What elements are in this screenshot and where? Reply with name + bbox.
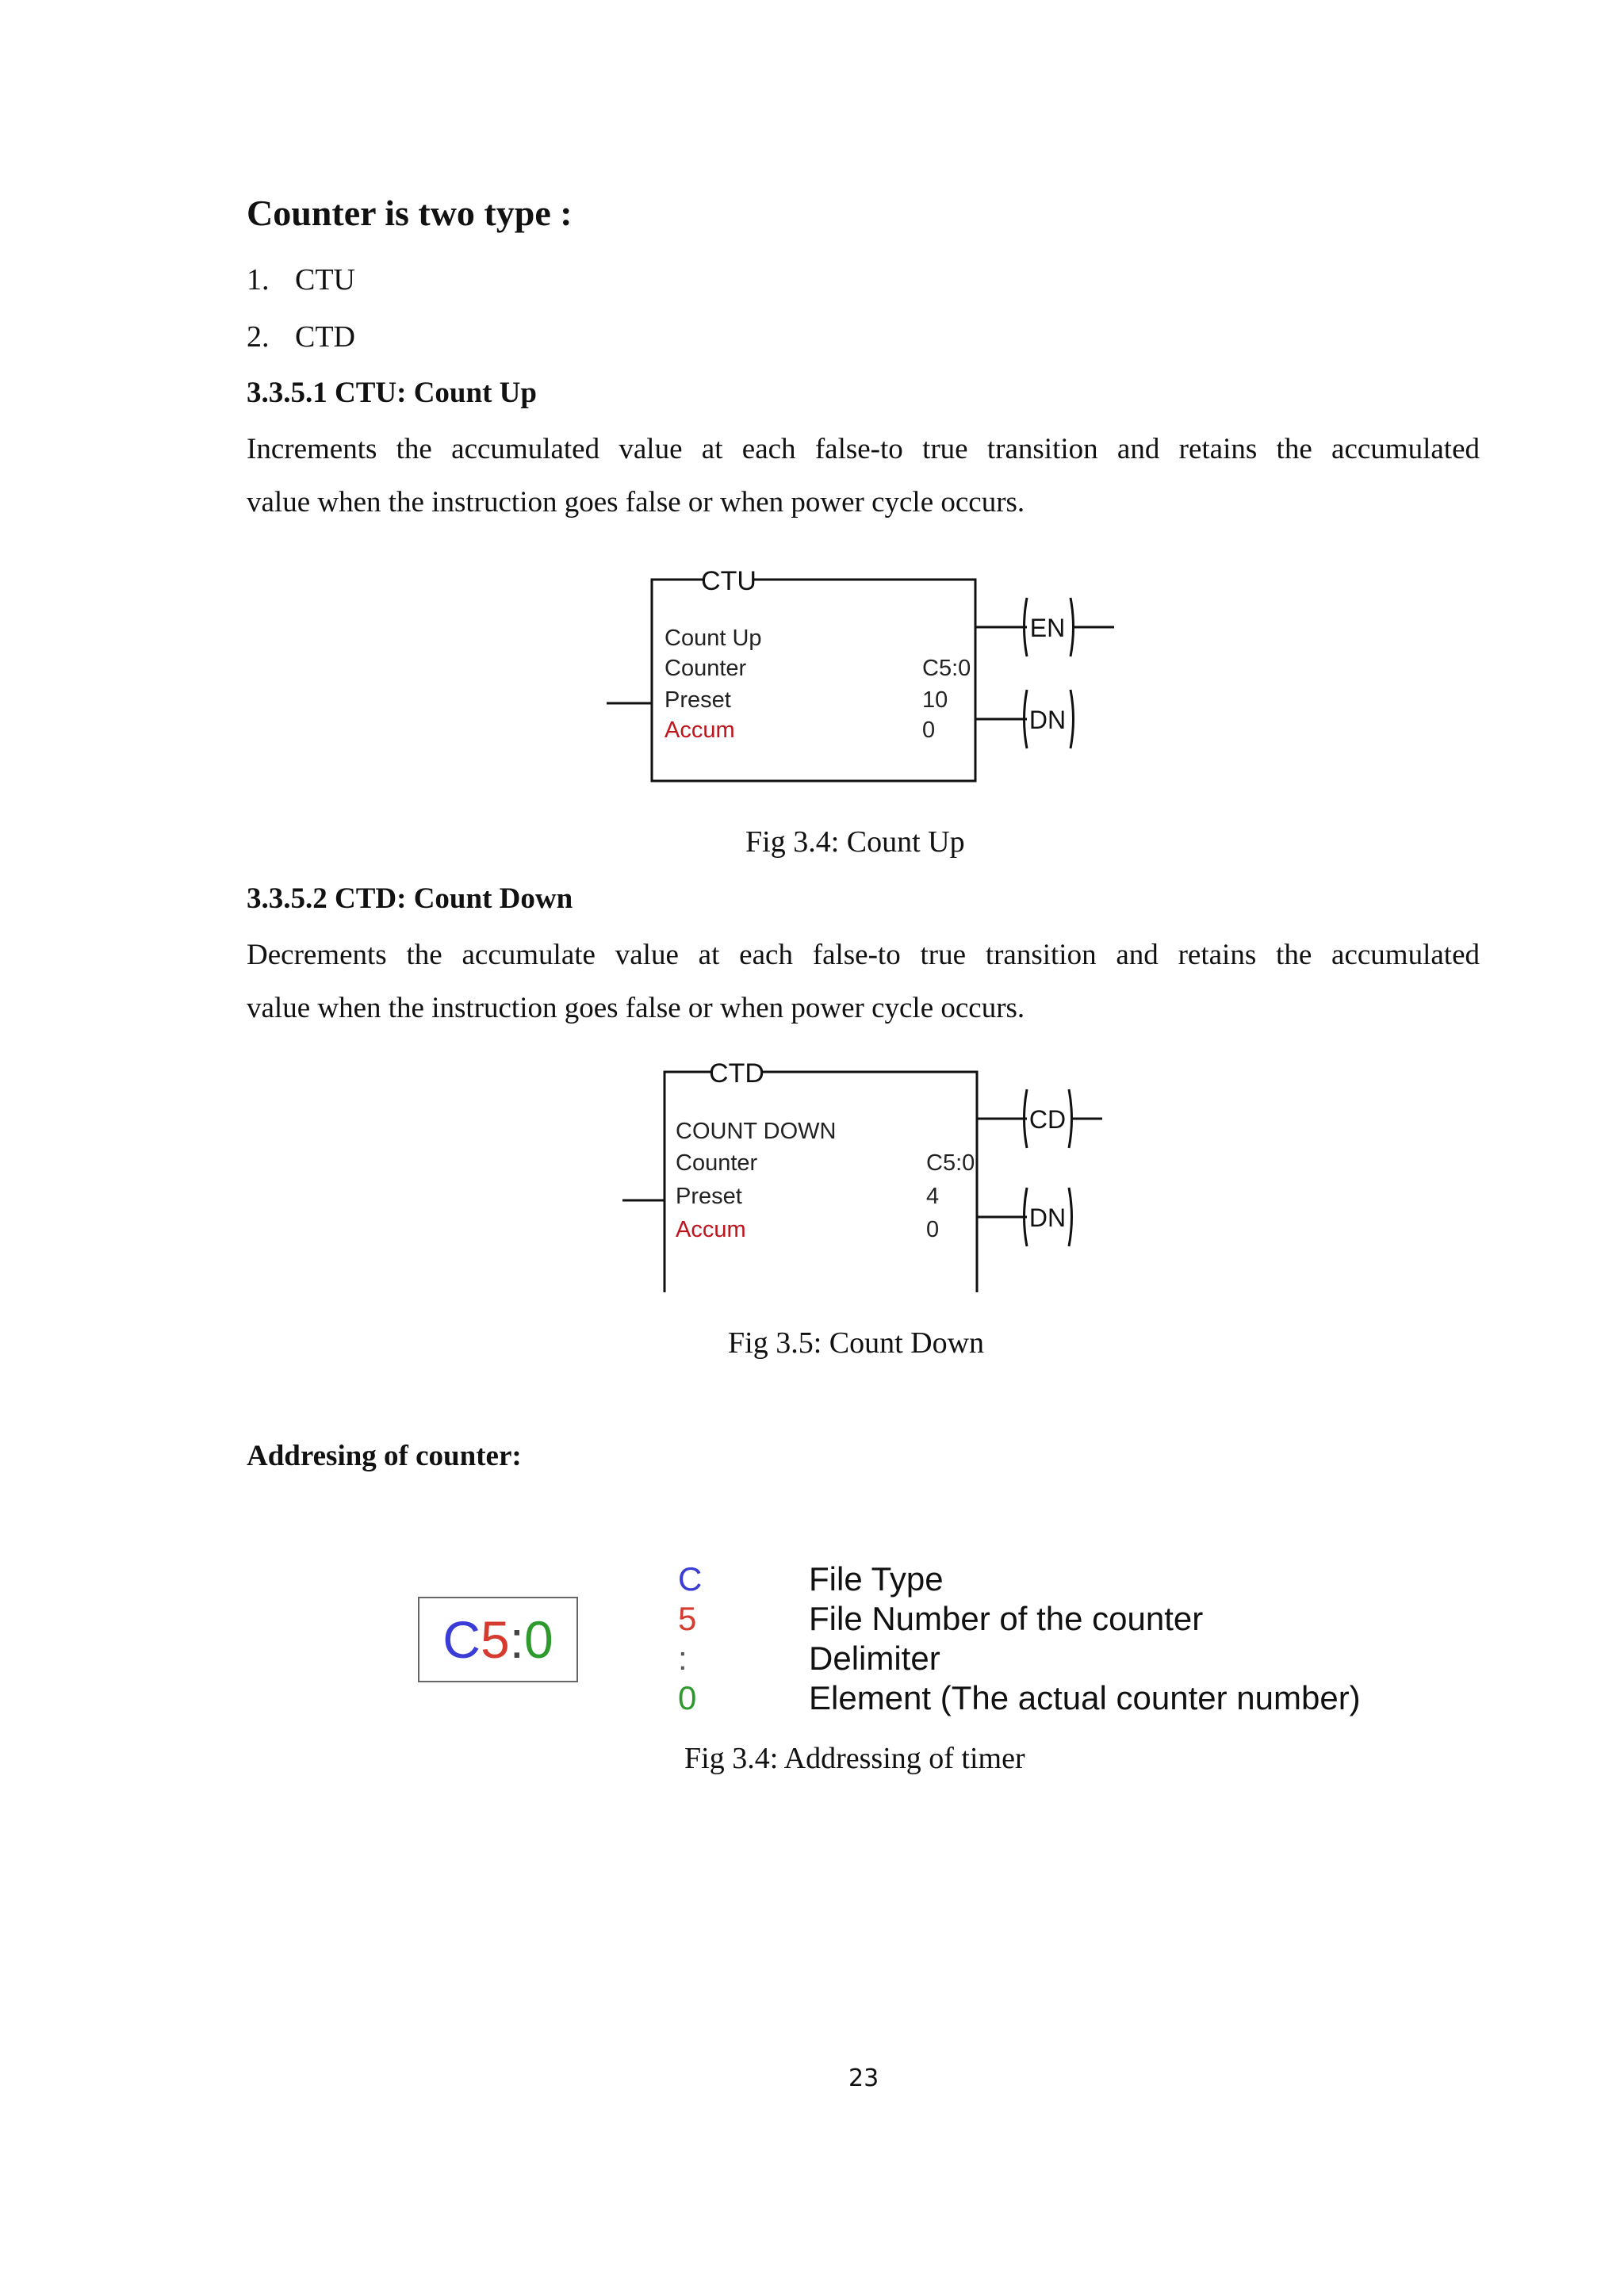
- section-heading: Counter is two type :: [247, 193, 573, 233]
- list-item: [247, 320, 355, 354]
- ctd-title: CTD: [709, 1058, 764, 1089]
- ctd-name: COUNT DOWN: [676, 1119, 837, 1144]
- ctd-counter-label: Counter: [676, 1150, 758, 1176]
- ctu-description-line2: value when the instruction goes false or when power cycle occurs.: [247, 486, 1025, 519]
- ctd-accum-label: Accum: [676, 1217, 746, 1242]
- addressing-heading: Addresing of counter:: [247, 1440, 522, 1472]
- dn-coil-right: [1069, 1188, 1072, 1246]
- list-label: CTD: [295, 320, 355, 354]
- ctd-description-line2: value when the instruction goes false or when power cycle occurs.: [247, 992, 1025, 1024]
- legend-code: 0: [678, 1679, 697, 1716]
- legend-code: 5: [678, 1600, 697, 1637]
- list-number: 1.: [247, 263, 270, 297]
- ctd-box: [665, 1072, 977, 1292]
- list-label: CTU: [295, 263, 355, 297]
- ctd-accum-value: 0: [926, 1217, 940, 1242]
- ctu-description-line1: Increments the accumulated value at each false-to true transition and retains the accumulated: [247, 433, 1480, 465]
- cd-coil-right: [1069, 1089, 1072, 1148]
- ctd-preset-label: Preset: [676, 1184, 742, 1209]
- legend-code: :: [678, 1640, 688, 1677]
- ctu-coil-en: EN: [1029, 614, 1066, 642]
- ctu-title: CTU: [701, 566, 756, 596]
- legend-label: Delimiter: [809, 1640, 940, 1677]
- address-5: 5: [480, 1610, 510, 1669]
- ctu-caption: Fig 3.4: Count Up: [745, 825, 965, 859]
- ctd-coil-cd: CD: [1028, 1105, 1067, 1134]
- address-colon: :: [509, 1610, 524, 1669]
- ctu-preset-label: Preset: [665, 687, 731, 713]
- ctd-counter-value: C5:0: [926, 1150, 975, 1176]
- en-coil-right: [1071, 598, 1074, 656]
- legend-code: C: [678, 1560, 703, 1598]
- legend-label: File Type: [809, 1560, 944, 1598]
- ctu-counter-value: C5:0: [922, 656, 971, 681]
- ctu-coil-dn: DN: [1028, 706, 1067, 734]
- legend-label: Element (The actual counter number): [809, 1679, 1361, 1716]
- addressing-caption: Fig 3.4: Addressing of timer: [684, 1742, 1025, 1775]
- ctu-description: [247, 423, 1480, 529]
- ctu-accum-value: 0: [922, 718, 936, 743]
- ctu-preset-value: 10: [922, 687, 948, 713]
- ctu-counter-label: Counter: [665, 656, 747, 681]
- dn-coil-right: [1071, 690, 1074, 748]
- page-number: 23: [848, 2064, 879, 2092]
- address-example-box: [418, 1597, 578, 1682]
- ctu-name: Count Up: [665, 626, 762, 651]
- ctd-description-line1: Decrements the accumulate value at each false-to true transition and retains the accumulated: [247, 939, 1480, 971]
- ctd-caption: Fig 3.5: Count Down: [728, 1326, 985, 1360]
- ctd-preset-value: 4: [926, 1184, 940, 1209]
- ctu-heading: 3.3.5.1 CTU: Count Up: [247, 377, 537, 409]
- ctd-description: [247, 928, 1480, 1035]
- ctd-coil-dn: DN: [1028, 1203, 1067, 1232]
- list-item: [247, 262, 355, 297]
- ctd-instruction-block: [611, 1047, 1150, 1292]
- ctu-accum-label: Accum: [665, 718, 735, 743]
- ctd-heading: 3.3.5.2 CTD: Count Down: [247, 882, 573, 915]
- address-0: 0: [524, 1610, 553, 1669]
- legend-label: File Number of the counter: [809, 1600, 1204, 1637]
- list-number: 2.: [247, 320, 270, 354]
- ctu-instruction-block: [595, 555, 1134, 793]
- address-c: C: [442, 1610, 481, 1669]
